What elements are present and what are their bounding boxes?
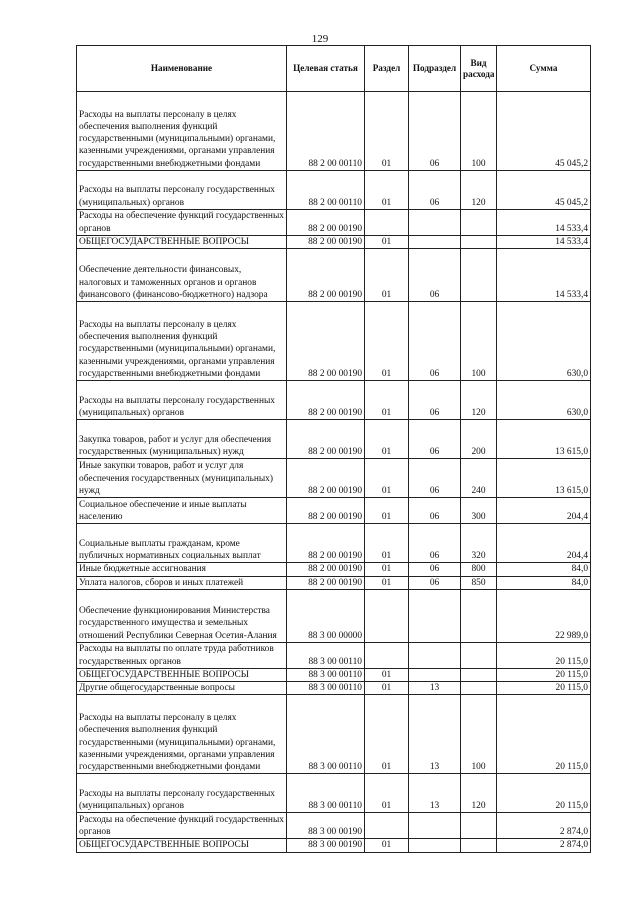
cell-subsection: 06	[409, 524, 461, 563]
cell-sum: 45 045,2	[497, 92, 591, 171]
cell-expense-type	[461, 210, 497, 236]
cell-subsection: 06	[409, 171, 461, 210]
header-section: Раздел	[365, 46, 409, 92]
cell-name	[77, 839, 287, 852]
row-name-text: Другие общегосударственные вопросы	[79, 683, 235, 694]
cell-subsection: 06	[409, 302, 461, 381]
cell-sum: 14 533,4	[497, 210, 591, 236]
row-name-text: ОБЩЕГОСУДАРСТВЕННЫЕ ВОПРОСЫ	[79, 237, 249, 247]
cell-subsection	[409, 589, 461, 642]
table-row	[77, 249, 591, 302]
cell-section: 01	[365, 576, 409, 589]
row-name-text: ОБЩЕГОСУДАРСТВЕННЫЕ ВОПРОСЫ	[79, 840, 249, 851]
cell-sum: 20 115,0	[497, 774, 591, 813]
cell-name	[77, 459, 287, 498]
cell-sum: 630,0	[497, 381, 591, 420]
row-name-text: Обеспечение деятельности финансовых, налоговых и таможенных органов и органов финансового (финансово-бюджетного) надзора	[79, 265, 268, 300]
cell-name	[77, 682, 287, 695]
cell-subsection	[409, 236, 461, 249]
cell-sum: 20 115,0	[497, 642, 591, 668]
table-row	[77, 682, 591, 695]
cell-name	[77, 774, 287, 813]
cell-target: 88 2 00 00110	[287, 92, 365, 171]
cell-subsection: 06	[409, 576, 461, 589]
table-row	[77, 524, 591, 563]
cell-expense-type	[461, 813, 497, 839]
cell-expense-type: 120	[461, 381, 497, 420]
table-row	[77, 642, 591, 668]
table-row	[77, 839, 591, 852]
cell-name	[77, 524, 287, 563]
cell-name	[77, 563, 287, 576]
row-name-text: Расходы на обеспечение функций государственных органов	[79, 814, 284, 838]
table-row	[77, 668, 591, 681]
cell-sum: 204,4	[497, 524, 591, 563]
row-name-text: Расходы на выплаты персоналу в целях обеспечения выполнения функций государственными (муниципальными) органами, казенными учреждениями, органами управления государственными внебюджетными фондами	[79, 713, 276, 773]
cell-section: 01	[365, 524, 409, 563]
cell-expense-type: 300	[461, 498, 497, 524]
cell-target: 88 2 00 00190	[287, 524, 365, 563]
cell-section: 01	[365, 563, 409, 576]
cell-subsection: 06	[409, 420, 461, 459]
cell-name	[77, 695, 287, 774]
cell-section: 01	[365, 171, 409, 210]
cell-sum: 14 533,4	[497, 236, 591, 249]
cell-target: 88 3 00 00000	[287, 589, 365, 642]
cell-expense-type	[461, 839, 497, 852]
cell-expense-type: 850	[461, 576, 497, 589]
table-row	[77, 236, 591, 249]
cell-expense-type	[461, 249, 497, 302]
cell-section: 01	[365, 459, 409, 498]
cell-expense-type	[461, 642, 497, 668]
cell-expense-type: 200	[461, 420, 497, 459]
cell-section: 01	[365, 668, 409, 681]
cell-sum: 14 533,4	[497, 249, 591, 302]
cell-section: 01	[365, 839, 409, 852]
table-row	[77, 420, 591, 459]
row-name-text: Расходы на выплаты персоналу государственных (муниципальных) органов	[79, 395, 275, 418]
table-row	[77, 302, 591, 381]
table-row	[77, 813, 591, 839]
cell-target: 88 3 00 00190	[287, 813, 365, 839]
cell-expense-type: 100	[461, 695, 497, 774]
cell-section	[365, 813, 409, 839]
header-name: Наименование	[77, 46, 287, 92]
cell-subsection: 13	[409, 682, 461, 695]
cell-target: 88 3 00 00110	[287, 774, 365, 813]
cell-subsection: 06	[409, 249, 461, 302]
cell-expense-type: 800	[461, 563, 497, 576]
row-name-text: Расходы на выплаты персоналу в целях обеспечения выполнения функций государственными (муниципальными) органами, казенными учреждениями, органами управления государственными внебюджетными фондами	[79, 319, 276, 379]
cell-subsection	[409, 813, 461, 839]
cell-target: 88 2 00 00110	[287, 171, 365, 210]
cell-target: 88 2 00 00190	[287, 498, 365, 524]
cell-sum: 84,0	[497, 576, 591, 589]
cell-target: 88 2 00 00190	[287, 563, 365, 576]
row-name-text: Расходы на выплаты персоналу государственных (муниципальных) органов	[79, 788, 275, 812]
table-row	[77, 459, 591, 498]
cell-section: 01	[365, 381, 409, 420]
cell-subsection	[409, 642, 461, 668]
cell-name	[77, 498, 287, 524]
cell-name	[77, 302, 287, 381]
table-row	[77, 381, 591, 420]
table-row	[77, 576, 591, 589]
header-row	[77, 46, 591, 92]
cell-section: 01	[365, 92, 409, 171]
table-row	[77, 171, 591, 210]
cell-expense-type	[461, 236, 497, 249]
row-name-text: Социальное обеспечение и иные выплаты населению	[79, 499, 247, 522]
cell-target: 88 2 00 00190	[287, 302, 365, 381]
cell-section	[365, 642, 409, 668]
cell-expense-type	[461, 682, 497, 695]
cell-subsection: 06	[409, 92, 461, 171]
header-target: Целевая статья	[287, 46, 365, 92]
cell-subsection	[409, 668, 461, 681]
header-subsection: Подраздел	[409, 46, 461, 92]
cell-expense-type	[461, 589, 497, 642]
cell-sum: 2 874,0	[497, 813, 591, 839]
cell-subsection: 13	[409, 774, 461, 813]
cell-target: 88 2 00 00190	[287, 459, 365, 498]
table-row	[77, 210, 591, 236]
cell-name	[77, 236, 287, 249]
cell-name	[77, 642, 287, 668]
cell-subsection	[409, 210, 461, 236]
cell-name	[77, 576, 287, 589]
header-sum: Сумма	[497, 46, 591, 92]
cell-expense-type: 100	[461, 302, 497, 381]
cell-target: 88 3 00 00190	[287, 839, 365, 852]
cell-target: 88 3 00 00110	[287, 695, 365, 774]
cell-subsection: 06	[409, 563, 461, 576]
cell-sum: 13 615,0	[497, 459, 591, 498]
cell-target: 88 3 00 00110	[287, 642, 365, 668]
row-name-text: Расходы на выплаты по оплате труда работников государственных органов	[79, 644, 274, 667]
cell-target: 88 2 00 00190	[287, 249, 365, 302]
cell-expense-type: 320	[461, 524, 497, 563]
cell-section: 01	[365, 249, 409, 302]
cell-expense-type	[461, 668, 497, 681]
table-row	[77, 498, 591, 524]
cell-sum: 84,0	[497, 563, 591, 576]
cell-name	[77, 420, 287, 459]
cell-name	[77, 381, 287, 420]
cell-section: 01	[365, 695, 409, 774]
table-row	[77, 774, 591, 813]
cell-sum: 204,4	[497, 498, 591, 524]
cell-section: 01	[365, 774, 409, 813]
cell-section: 01	[365, 236, 409, 249]
cell-section: 01	[365, 420, 409, 459]
cell-expense-type: 120	[461, 171, 497, 210]
cell-target: 88 2 00 00190	[287, 420, 365, 459]
cell-target: 88 2 00 00190	[287, 210, 365, 236]
cell-sum: 20 115,0	[497, 695, 591, 774]
header-expense-type: Вид расхода	[461, 46, 497, 92]
row-name-text: Иные бюджетные ассигнования	[79, 564, 206, 575]
row-name-text: Социальные выплаты гражданам, кроме публичных нормативных социальных выплат	[79, 538, 261, 561]
cell-subsection: 06	[409, 498, 461, 524]
cell-target: 88 2 00 00190	[287, 236, 365, 249]
cell-sum: 20 115,0	[497, 682, 591, 695]
cell-name	[77, 171, 287, 210]
cell-subsection: 06	[409, 381, 461, 420]
table-body	[77, 92, 591, 853]
row-name-text: Расходы на выплаты персоналу в целях обеспечения выполнения функций государственными (муниципальными) органами, казенными учреждениями, органами управления государственными внебюджетными фондами	[79, 109, 276, 169]
cell-subsection: 13	[409, 695, 461, 774]
table-row	[77, 589, 591, 642]
cell-target: 88 2 00 00190	[287, 381, 365, 420]
cell-expense-type: 240	[461, 459, 497, 498]
cell-sum: 2 874,0	[497, 839, 591, 852]
budget-table	[76, 45, 591, 853]
table-row	[77, 695, 591, 774]
cell-section: 01	[365, 302, 409, 381]
cell-section	[365, 589, 409, 642]
row-name-text: Закупка товаров, работ и услуг для обеспечения государственных (муниципальных) нужд	[79, 434, 272, 457]
cell-name	[77, 92, 287, 171]
cell-subsection	[409, 839, 461, 852]
cell-name	[77, 813, 287, 839]
cell-expense-type: 100	[461, 92, 497, 171]
row-name-text: Расходы на обеспечение функций государственных органов	[79, 211, 284, 234]
cell-sum: 45 045,2	[497, 171, 591, 210]
cell-name	[77, 210, 287, 236]
cell-sum: 22 989,0	[497, 589, 591, 642]
cell-target: 88 3 00 00110	[287, 668, 365, 681]
cell-target: 88 3 00 00110	[287, 682, 365, 695]
cell-sum: 630,0	[497, 302, 591, 381]
cell-target: 88 2 00 00190	[287, 576, 365, 589]
row-name-text: Иные закупки товаров, работ и услуг для обеспечения государственных (муниципальных) нужд	[79, 461, 273, 496]
cell-section	[365, 210, 409, 236]
table-row	[77, 563, 591, 576]
row-name-text: Обеспечение функционирования Министерства государственного имущества и земельных отношений Республики Северная Осетия-Алания	[79, 606, 277, 641]
table-row	[77, 92, 591, 171]
cell-name	[77, 589, 287, 642]
cell-expense-type: 120	[461, 774, 497, 813]
page-number: 129	[311, 33, 329, 45]
cell-section: 01	[365, 498, 409, 524]
row-name-text: Расходы на выплаты персоналу государственных (муниципальных) органов	[79, 185, 275, 208]
cell-name	[77, 668, 287, 681]
cell-subsection: 06	[409, 459, 461, 498]
cell-sum: 13 615,0	[497, 420, 591, 459]
row-name-text: ОБЩЕГОСУДАРСТВЕННЫЕ ВОПРОСЫ	[79, 669, 249, 680]
cell-sum: 20 115,0	[497, 668, 591, 681]
cell-name	[77, 249, 287, 302]
row-name-text: Уплата налогов, сборов и иных платежей	[79, 577, 244, 588]
cell-section: 01	[365, 682, 409, 695]
